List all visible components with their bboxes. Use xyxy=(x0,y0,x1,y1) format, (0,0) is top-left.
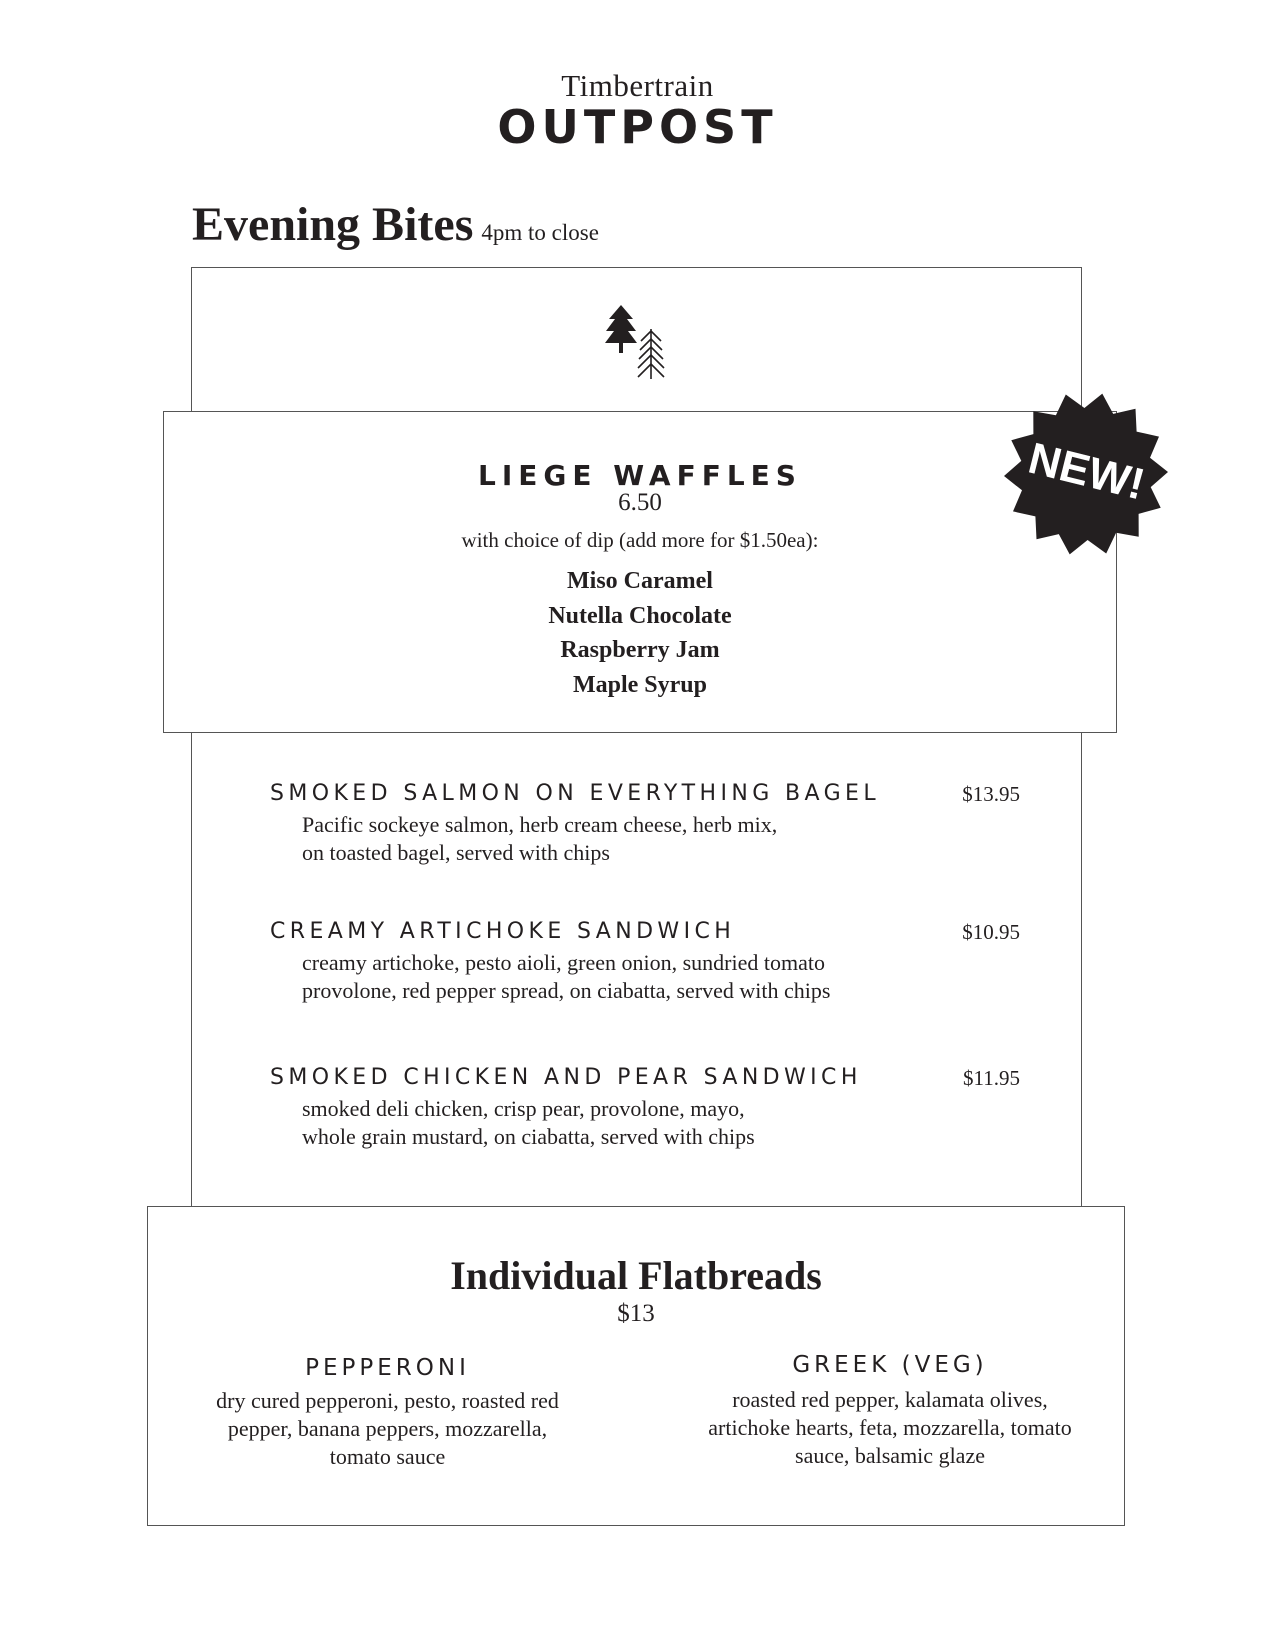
description-line: smoked deli chicken, crisp pear, provolone, mayo, xyxy=(302,1096,745,1121)
description-line: on toasted bagel, served with chips xyxy=(302,840,610,865)
section-title xyxy=(192,197,599,252)
pine-trees-icon xyxy=(605,305,675,380)
flatbread-name: GREEK (VEG) xyxy=(792,1352,988,1378)
flatbread-description xyxy=(680,1386,1100,1470)
section-hours: 4pm to close xyxy=(481,220,599,245)
menu-item-name: CREAMY ARTICHOKE SANDWICH xyxy=(270,919,736,944)
waffle-title: LIEGE WAFFLES xyxy=(478,459,802,492)
description-line: roasted red pepper, kalamata olives, xyxy=(732,1387,1048,1412)
description-line: sauce, balsamic glaze xyxy=(795,1443,985,1468)
flatbread-price: $13 xyxy=(617,1300,655,1327)
brand-title: OUTPOST xyxy=(497,100,778,154)
flatbread-title: Individual Flatbreads xyxy=(450,1253,822,1298)
dip-item: Miso Caramel xyxy=(567,568,713,594)
waffle-dip-note: with choice of dip (add more for $1.50ea): xyxy=(461,528,819,552)
menu-item-price: $10.95 xyxy=(962,920,1020,944)
dip-item: Nutella Chocolate xyxy=(548,602,732,629)
new-badge xyxy=(1000,388,1172,560)
menu-item-price: $13.95 xyxy=(962,782,1020,806)
description-line: provolone, red pepper spread, on ciabatta, served with chips xyxy=(302,978,831,1003)
dip-list xyxy=(163,564,1117,702)
menu-item-name: SMOKED SALMON ON EVERYTHING BAGEL xyxy=(270,781,881,806)
flatbread-name: PEPPERONI xyxy=(305,1355,470,1381)
menu-item-name: SMOKED CHICKEN AND PEAR SANDWICH xyxy=(270,1065,862,1090)
dip-item: Maple Syrup xyxy=(572,671,707,698)
section-title-text: Evening Bites xyxy=(192,198,474,251)
description-line: artichoke hearts, feta, mozzarella, tomato xyxy=(708,1415,1072,1440)
menu-item-price: $11.95 xyxy=(963,1066,1020,1090)
description-line: pepper, banana peppers, mozzarella, xyxy=(227,1416,548,1441)
description-line: tomato sauce xyxy=(329,1444,446,1469)
brand-subtitle: Timbertrain xyxy=(561,68,714,103)
flatbread-description xyxy=(190,1387,585,1471)
new-badge-label: NEW! xyxy=(1023,433,1150,510)
description-line: creamy artichoke, pesto aioli, green onion, sundried tomato xyxy=(302,950,825,975)
description-line: whole grain mustard, on ciabatta, served with chips xyxy=(302,1124,755,1149)
description-line: dry cured pepperoni, pesto, roasted red xyxy=(216,1388,559,1413)
dip-item: Raspberry Jam xyxy=(560,637,720,663)
description-line: Pacific sockeye salmon, herb cream cheese, herb mix, xyxy=(302,812,778,837)
menu-item-description xyxy=(302,949,830,1005)
menu-item-description xyxy=(302,811,777,867)
waffle-price: 6.50 xyxy=(618,489,662,516)
menu-item-description xyxy=(302,1095,755,1151)
